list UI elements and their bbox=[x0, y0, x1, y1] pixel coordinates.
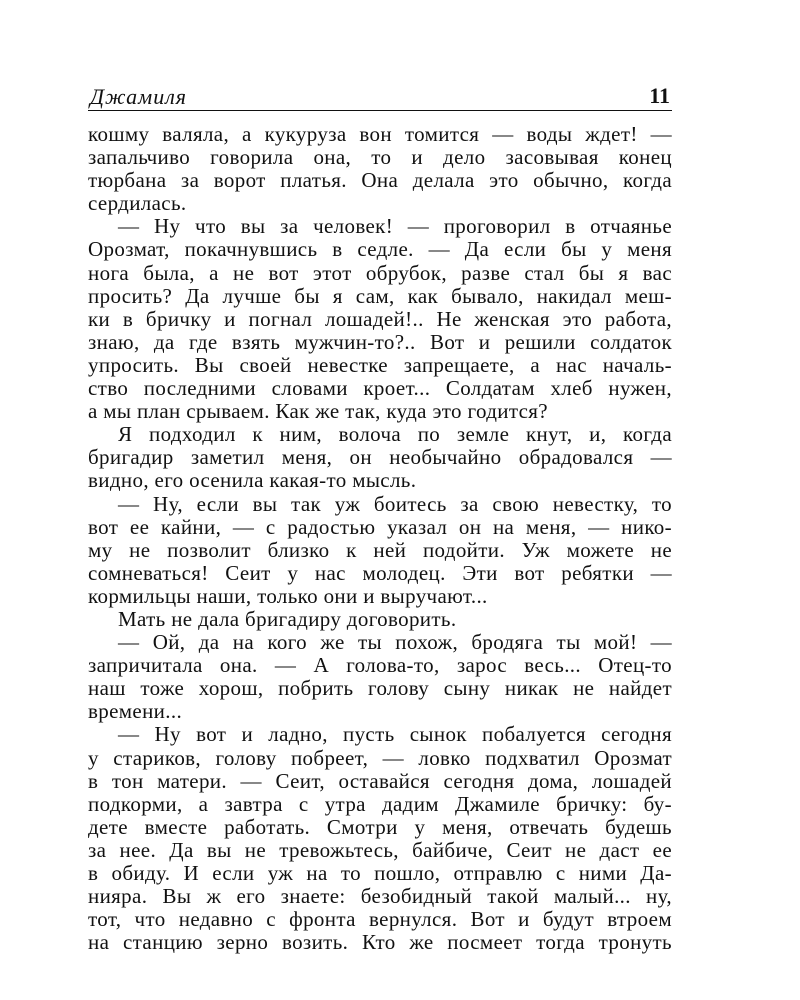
text-line: — Ну вот и ладно, пусть сынок побалуется сегодня bbox=[118, 722, 672, 747]
text-line: — Ну что вы за человек! — проговорил в отчаянье bbox=[118, 214, 672, 239]
text-line: в тон матери. — Сеит, оставайся сегодня дома, лошадей bbox=[88, 768, 672, 793]
text-line: видно, его осенила какая-то мысль. bbox=[88, 468, 417, 493]
text-line: сомневаться! Сеит у нас молодец. Эти вот ребятки — bbox=[88, 560, 672, 585]
text-line: знаю, да где взять мужчин-то?.. Вот и решили солдаток bbox=[88, 329, 672, 354]
text-line: — Ой, да на кого же ты похож, бродяга ты мой! — bbox=[118, 630, 672, 655]
text-line: запальчиво говорила она, то и дело засовывая конец bbox=[88, 145, 672, 170]
text-line: подкорми, а завтра с утра дадим Джамиле бричку: бу- bbox=[88, 791, 672, 816]
text-line: упросить. Вы своей невестке запрещаете, а нас началь- bbox=[88, 352, 672, 377]
text-line: Мать не дала бригадиру договорить. bbox=[118, 606, 457, 631]
text-line: кошму валяла, а кукуруза вон томится — воды ждет! — bbox=[88, 122, 672, 146]
text-line: сердилась. bbox=[88, 191, 187, 216]
book-page bbox=[88, 80, 672, 954]
text-line: в обиду. И если уж на то пошло, отправлю с ними Да- bbox=[88, 861, 672, 885]
text-line: вот ее кайни, — с радостью указал он на меня, — нико- bbox=[88, 514, 672, 539]
text-line: Я подходил к ним, волоча по земле кнут, и, когда bbox=[118, 422, 672, 447]
text-line: кормильцы наши, только они и выручают... bbox=[88, 583, 488, 608]
body-text bbox=[88, 123, 672, 954]
text-line: дете вместе работать. Смотри у меня, отвечать будешь bbox=[88, 814, 672, 839]
text-line: тот, что недавно с фронта вернулся. Вот и будут втроем bbox=[88, 907, 672, 932]
text-line: — Ну, если вы так уж боитесь за свою невестку, то bbox=[118, 491, 672, 516]
text-line: тюрбана за ворот платья. Она делала это обычно, когда bbox=[88, 168, 672, 193]
text-line: нога была, а не вот этот обрубок, разве стал бы я вас bbox=[88, 260, 672, 285]
text-line: нияра. Вы ж его знаете: безобидный такой малый... ну, bbox=[88, 884, 672, 909]
text-line: ки в бричку и погнал лошадей!.. Не женская это работа, bbox=[88, 306, 672, 331]
text-line: времени... bbox=[88, 699, 183, 724]
text-line: за нее. Да вы не тревожьтесь, байбиче, Сеит не даст ее bbox=[88, 837, 672, 862]
text-line: ство последними словами кроет... Солдатам хлеб нужен, bbox=[88, 376, 672, 401]
text-line: наш тоже хорош, побрить голову сыну никак не найдет bbox=[88, 676, 672, 701]
text-line: а мы план срываем. Как же так, куда это годится? bbox=[88, 399, 548, 424]
text-line: бригадир заметил меня, он необычайно обрадовался — bbox=[88, 445, 672, 470]
text-line: у стариков, голову побреет, — ловко подхватил Орозмат bbox=[88, 745, 672, 770]
page-number: 11 bbox=[649, 83, 670, 108]
text-line: на станцию зерно возить. Кто же посмеет тогда тронуть bbox=[88, 930, 672, 955]
text-line: запричитала она. — А голова-то, зарос весь... Отец-то bbox=[88, 653, 672, 678]
text-line: му не позволит близко к ней подойти. Уж можете не bbox=[88, 537, 672, 562]
text-line: просить? Да лучше бы я сам, как бывало, накидал меш- bbox=[88, 283, 672, 308]
running-title: Джамиля bbox=[90, 84, 188, 109]
text-line: Орозмат, покачнувшись в седле. — Да если бы у меня bbox=[88, 237, 672, 262]
page-header bbox=[88, 80, 672, 111]
